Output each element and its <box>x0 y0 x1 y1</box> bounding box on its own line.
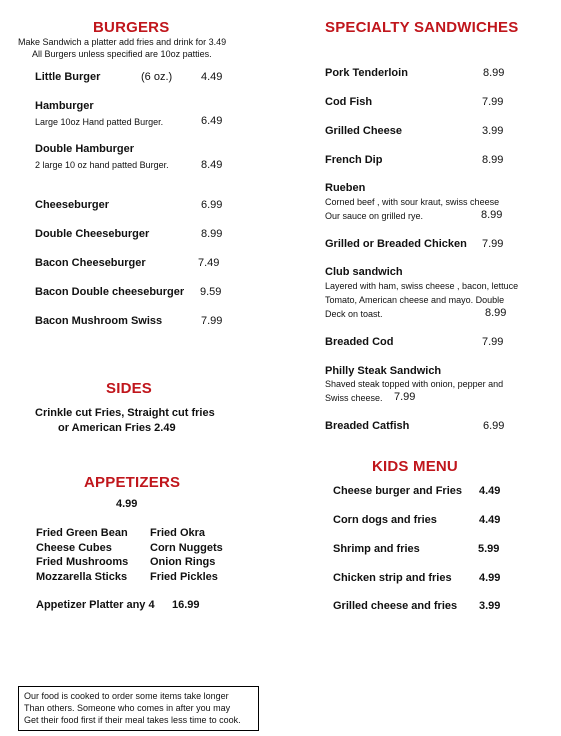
kids-item-price: 3.99 <box>479 600 501 612</box>
burgers-note-platter: Make Sandwich a platter add fries and drink for 3.49 <box>18 37 227 47</box>
item-price: 6.49 <box>201 115 223 127</box>
kids-item-price: 4.49 <box>479 514 501 526</box>
item-price: 8.99 <box>201 228 223 240</box>
specialty-item-name: Breaded Cod <box>325 336 394 348</box>
item-name: Double Hamburger <box>35 143 135 155</box>
specialty-item-price: 8.99 <box>481 209 503 221</box>
kids-item-name: Grilled cheese and fries <box>333 600 458 612</box>
kids-item-price: 4.49 <box>479 485 501 497</box>
specialty-item-name: Cod Fish <box>325 96 373 108</box>
item-price: 6.99 <box>201 199 223 211</box>
specialty-item-desc: Deck on toast. <box>325 309 383 319</box>
specialty-item-name: Club sandwich <box>325 266 403 278</box>
notice-line: Get their food first if their meal takes less time to cook. <box>24 715 241 725</box>
specialty-item-name: French Dip <box>325 154 383 166</box>
specialty-item-desc: Swiss cheese. <box>325 393 383 403</box>
appetizer-item: Cheese Cubes <box>36 541 112 554</box>
appetizer-item: Fried Green Bean <box>36 527 128 539</box>
burgers-note-patties: All Burgers unless specified are 10oz patties. <box>32 49 212 59</box>
item-size: (6 oz.) <box>141 71 173 83</box>
specialty-item-price: 7.99 <box>394 391 416 403</box>
item-name: Bacon Cheeseburger <box>35 257 146 269</box>
appetizers-title: APPETIZERS <box>84 474 181 491</box>
appetizer-item: Corn Nuggets <box>150 541 223 554</box>
notice-line: Than others. Someone who comes in after you may <box>24 703 231 713</box>
appetizer-item: Fried Okra <box>150 527 206 539</box>
specialty-item-desc: Layered with ham, swiss cheese , bacon, lettuce <box>325 281 519 291</box>
kids-title: KIDS MENU <box>372 458 458 475</box>
appetizer-item: Onion Rings <box>150 556 216 568</box>
kids-item-name: Cheese burger and Fries <box>333 485 462 497</box>
specialty-item-price: 3.99 <box>482 125 504 137</box>
appetizers-price: 4.99 <box>116 498 138 510</box>
specialty-item-desc: Our sauce on grilled rye. <box>325 211 424 221</box>
specialty-item-name: Grilled or Breaded Chicken <box>325 238 467 250</box>
sides-line-2: or American Fries 2.49 <box>58 422 176 434</box>
specialty-item-name: Philly Steak Sandwich <box>325 365 442 377</box>
item-name: Bacon Mushroom Swiss <box>35 315 163 327</box>
specialty-item-price: 8.99 <box>483 67 505 79</box>
kids-item-price: 5.99 <box>478 543 500 555</box>
appetizers-col-1 <box>36 526 128 584</box>
specialty-item-price: 6.99 <box>483 420 505 432</box>
specialty-item-name: Rueben <box>325 182 366 194</box>
item-name: Cheeseburger <box>35 199 109 211</box>
specialty-item-name: Pork Tenderloin <box>325 67 408 79</box>
specialty-item-price: 7.99 <box>482 336 504 348</box>
kids-item-name: Shrimp and fries <box>333 543 420 555</box>
specialty-title: SPECIALTY SANDWICHES <box>325 19 519 36</box>
specialty-item-desc: Shaved steak topped with onion, pepper and <box>325 379 504 389</box>
item-price: 7.99 <box>201 315 223 327</box>
specialty-item-desc: Tomato, American cheese and mayo. Double <box>325 295 505 305</box>
specialty-item-desc: Corned beef , with sour kraut, swiss cheese <box>325 197 500 207</box>
item-price: 9.59 <box>200 286 222 298</box>
item-price: 7.49 <box>198 257 220 269</box>
appetizers-col-2 <box>150 526 223 584</box>
appetizer-platter-price: 16.99 <box>172 599 200 611</box>
specialty-item-name: Grilled Cheese <box>325 125 403 137</box>
item-name: Bacon Double cheeseburger <box>35 286 185 298</box>
notice-line: Our food is cooked to order some items take longer <box>24 691 229 701</box>
appetizer-item: Mozzarella Sticks <box>36 570 128 583</box>
specialty-item-price: 8.99 <box>485 307 507 319</box>
kids-item-name: Chicken strip and fries <box>333 572 452 584</box>
item-desc: 2 large 10 oz hand patted Burger. <box>35 160 169 170</box>
specialty-item-price: 7.99 <box>482 238 504 250</box>
appetizer-platter: Appetizer Platter any 4 <box>36 599 155 611</box>
sides-line-1: Crinkle cut Fries, Straight cut fries <box>35 407 215 419</box>
appetizer-item: Fried Pickles <box>150 570 218 583</box>
kids-item-price: 4.99 <box>479 572 501 584</box>
specialty-item-price: 8.99 <box>482 154 504 166</box>
burgers-title: BURGERS <box>93 19 170 36</box>
item-price: 8.49 <box>201 159 223 171</box>
sides-title: SIDES <box>106 380 153 397</box>
item-desc: Large 10oz Hand patted Burger. <box>35 117 164 127</box>
cooking-time-notice <box>18 686 259 731</box>
appetizer-item: Fried Mushrooms <box>36 556 129 568</box>
kids-item-name: Corn dogs and fries <box>333 514 437 526</box>
specialty-item-price: 7.99 <box>482 96 504 108</box>
item-price: 4.49 <box>201 71 223 83</box>
item-name: Little Burger <box>35 71 101 83</box>
item-name: Double Cheeseburger <box>35 228 150 240</box>
item-name: Hamburger <box>35 100 94 112</box>
specialty-item-name: Breaded Catfish <box>325 420 410 432</box>
